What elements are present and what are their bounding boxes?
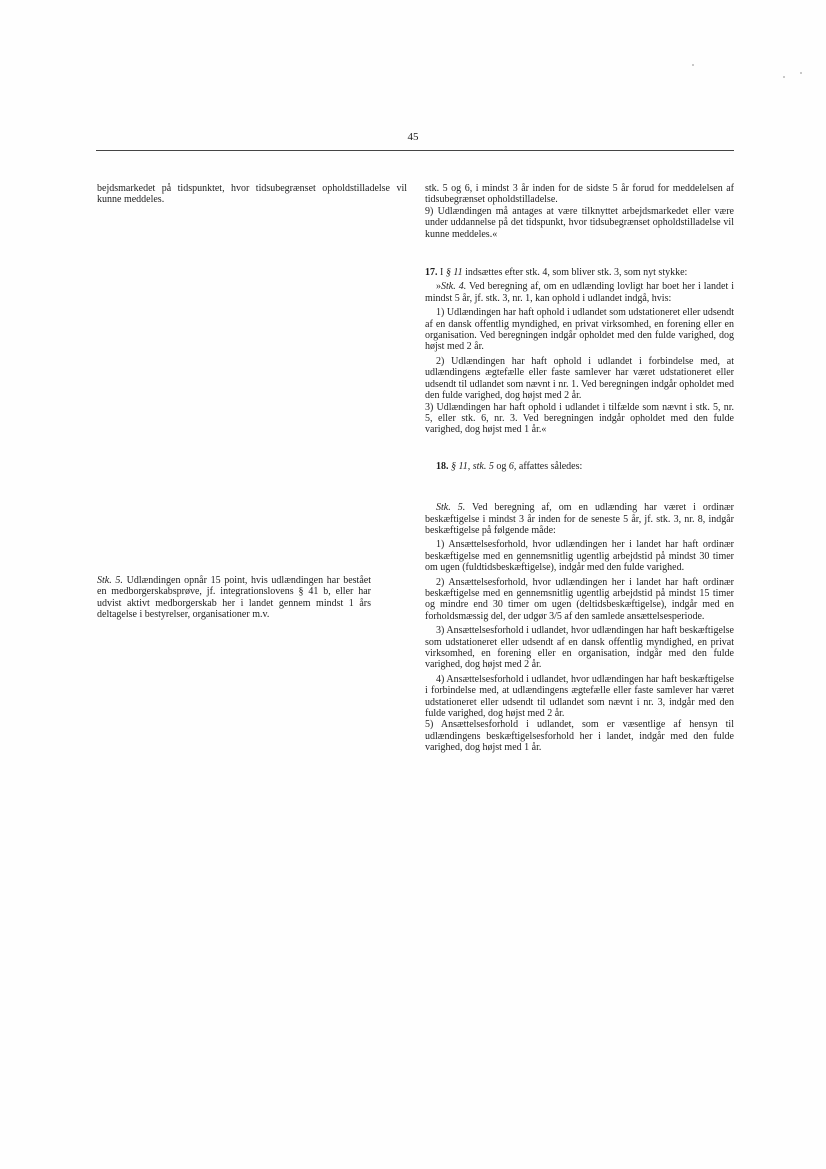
stk5-item-1: 1) Ansættelsesforhold, hvor udlændingen her i landet har haft ordinær beskæftigelse med en gennemsnitlig ugentlig arbejdstid på mindst 30 timer om ugen (fuldtidsbeskæftigelse), indgår med den fulde varighed. bbox=[425, 539, 734, 574]
stk4-item-3: 3) Udlændingen har haft ophold i udlandet i tilfælde som nævnt i stk. 5, nr. 5, eller stk. 6, nr. 3. Ved beregningen indgår opholdet med den fulde varighed, dog højst med 1 år.« bbox=[425, 401, 734, 436]
stk4-text: Ved beregning af, om en udlænding lovligt har boet her i landet i mindst 5 år, jf. stk. 3, nr. 1, kan ophold i udlandet indgå, hvis: bbox=[425, 281, 734, 304]
section-18-number: 18. bbox=[436, 460, 449, 472]
section-17-heading bbox=[425, 267, 734, 278]
section-18-text: affattes således: bbox=[516, 460, 583, 472]
right-item-9: 9) Udlændingen må antages at være tilknyttet arbejdsmarkedet eller være under uddannelse på det tidspunkt, hvor tidsubegrænset opholdstilladelse vil kunne meddeles.« bbox=[425, 205, 734, 240]
stk5-item-5: 5) Ansættelsesforhold i udlandet, som er væsentlige af hensyn til udlændingens beskæftigelsesforhold her i landet, indgår med den fulde varighed, dog højst med 1 år. bbox=[425, 719, 734, 754]
stk5-text: Ved beregning af, om en udlænding har været i ordinær beskæftigelse i mindst 3 år inden for de seneste 5 år, jf. stk. 3, nr. 8, indgår beskæftigelse på følgende måde: bbox=[425, 502, 734, 536]
left-stk5-text: Udlændingen opnår 15 point, hvis udlændingen har bestået en medborgerskabsprøve, jf. integrationslovens § 41 b, eller har udvist aktivt medborgerskab her i landet gennem mindst 1 års deltagelse i bestyrelser, organisationer m.v. bbox=[97, 575, 371, 621]
scan-speck bbox=[692, 64, 694, 66]
spacer bbox=[425, 240, 734, 267]
quote-mark: » bbox=[436, 281, 441, 293]
stk4-lead: Stk. 4. bbox=[441, 281, 467, 293]
stk4-paragraph bbox=[425, 281, 734, 304]
right-continuation: stk. 5 og 6, i mindst 3 år inden for de sidste 5 år forud for meddelelsen af tidsubegrænset opholdstilladelse. bbox=[425, 183, 734, 206]
spacer bbox=[425, 436, 734, 458]
left-column-stk5 bbox=[97, 575, 371, 621]
stk5-item-2: 2) Ansættelsesforhold, hvor udlændingen her i landet har haft ordinær beskæftigelse med en gennemsnitlig ugentlig arbejdstid på mindst 15 timer og mindre end 30 timer om ugen (deltidsbeskæftigelse), indgår med en forholdsmæssig del, der udgør 3/5 af den samlede ansættelsesperiode. bbox=[425, 576, 734, 622]
section-18-ref2: 6, bbox=[508, 460, 517, 472]
stk5-item-3: 3) Ansættelsesforhold i udlandet, hvor udlændingen har haft beskæftigelse som udstationeret eller udsendt af en dansk offentlig myndighed, en privat virksomhed, en forening eller en organisation, indgår med den fulde varighed, dog højst med 2 år. bbox=[425, 625, 734, 671]
section-18-heading bbox=[425, 461, 734, 472]
right-column bbox=[425, 183, 734, 754]
section-17-text: indsættes efter stk. 4, som bliver stk. 3, som nyt stykke: bbox=[462, 267, 688, 279]
stk4-item-1: 1) Udlændingen har haft ophold i udlandet som udstationeret eller udsendt af en dansk offentlig myndighed, en privat virksomhed, en forening eller en organisation. Ved beregningen indgår opholdet med den fulde varighed, dog højst med 2 år. bbox=[425, 307, 734, 353]
section-17-number: 17. bbox=[425, 267, 438, 279]
stk5-lead: Stk. 5. bbox=[436, 502, 466, 514]
spacer bbox=[425, 472, 734, 499]
section-18-mid: og bbox=[493, 460, 509, 472]
scan-speck bbox=[783, 76, 785, 78]
left-column-top bbox=[97, 183, 407, 206]
stk4-item-2: 2) Udlændingen har haft ophold i udlandet i forbindelse med, at udlændingens ægtefælle eller faste samlever har været udstationeret eller udsendt til udlandet som nævnt i nr. 1. Ved beregningen indgår opholdet med den fulde varighed, dog højst med 2 år. bbox=[425, 355, 734, 402]
header-rule bbox=[96, 150, 734, 151]
section-17-ref: § 11 bbox=[445, 267, 463, 279]
stk5-paragraph bbox=[425, 502, 734, 536]
stk5-item-4: 4) Ansættelsesforhold i udlandet, hvor udlændingen har haft beskæftigelse i forbindelse med, at udlændingens ægtefælle eller faste samlever har været udstationeret eller udsendt til udlandet som nævnt i nr. 3, indgår med den fulde varighed, dog højst med 2 år. bbox=[425, 673, 734, 720]
page-number: 45 bbox=[407, 131, 419, 143]
left-stk5-paragraph bbox=[97, 575, 371, 621]
section-18-ref: § 11, stk. 5 bbox=[451, 460, 494, 472]
scan-speck bbox=[800, 72, 802, 74]
section-17-pre: I bbox=[437, 267, 446, 279]
left-paragraph-continuation: bejdsmarkedet på tidspunktet, hvor tidsubegrænset opholdstilladelse vil kunne meddeles. bbox=[97, 183, 407, 206]
left-stk5-lead: Stk. 5. bbox=[97, 575, 123, 586]
